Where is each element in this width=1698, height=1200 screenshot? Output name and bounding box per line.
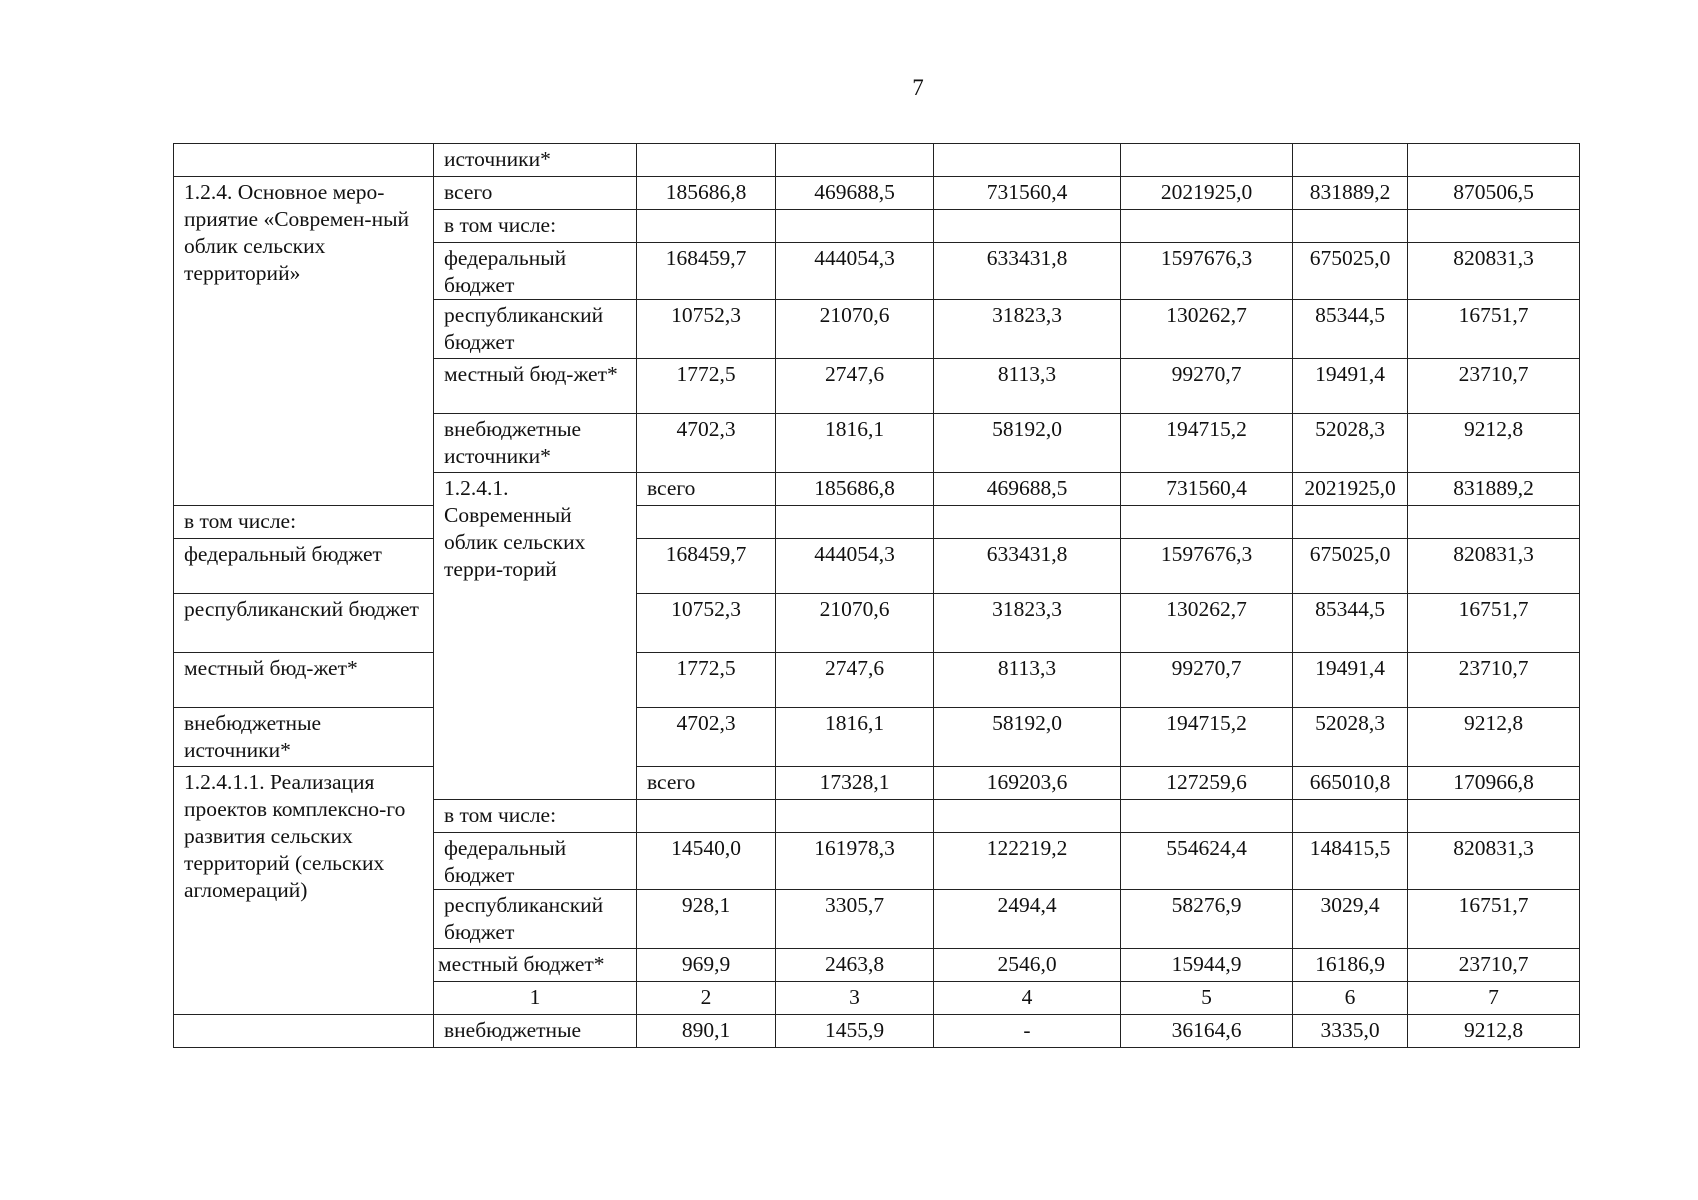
value-cell: 1597676,3: [1121, 539, 1293, 594]
value-cell: 10752,3: [637, 300, 776, 359]
table-cell: [1121, 144, 1293, 177]
table-row: [174, 539, 1580, 594]
value-cell: 731560,4: [1121, 473, 1293, 506]
value-cell: 52028,3: [1293, 414, 1408, 473]
source-cell: в том числе:: [434, 800, 637, 833]
value-cell: 85344,5: [1293, 300, 1408, 359]
value-cell: 554624,4: [1121, 833, 1293, 890]
value-cell: 99270,7: [1121, 359, 1293, 414]
value-cell: 469688,5: [776, 177, 934, 210]
value-cell: 16186,9: [1293, 949, 1408, 982]
value-cell: 58276,9: [1121, 890, 1293, 949]
value-cell: 194715,2: [1121, 708, 1293, 767]
value-cell: 194715,2: [1121, 414, 1293, 473]
value-cell: 2747,6: [776, 653, 934, 708]
table-cell: [776, 506, 934, 539]
value-cell: 14540,0: [637, 833, 776, 890]
value-cell: 9212,8: [1408, 1015, 1580, 1048]
value-cell: 21070,6: [776, 300, 934, 359]
value-cell: 890,1: [637, 1015, 776, 1048]
value-cell: 16751,7: [1408, 300, 1580, 359]
value-cell: 469688,5: [934, 473, 1121, 506]
value-cell: 4702,3: [637, 414, 776, 473]
value-cell: 161978,3: [776, 833, 934, 890]
source-cell: местный бюджет*: [434, 949, 637, 982]
table-row: [174, 506, 1580, 539]
table-cell: [637, 506, 776, 539]
source-cell: федеральный бюджет: [434, 243, 637, 300]
table-cell: [1293, 210, 1408, 243]
source-cell: в том числе:: [434, 210, 637, 243]
value-cell: 4702,3: [637, 708, 776, 767]
value-cell: 831889,2: [1408, 473, 1580, 506]
value-cell: 16751,7: [1408, 594, 1580, 653]
value-cell: 130262,7: [1121, 594, 1293, 653]
value-cell: 168459,7: [637, 539, 776, 594]
table-row: [174, 144, 1580, 177]
measure-name: 1.2.4.1.1. Реализация проектов комплексно-го развития сельских территорий (сельских агломераций): [174, 767, 434, 1015]
value-cell: 10752,3: [637, 594, 776, 653]
table-cell: [1293, 800, 1408, 833]
value-cell: 19491,4: [1293, 359, 1408, 414]
value-cell: 169203,6: [934, 767, 1121, 800]
value-cell: 15944,9: [1121, 949, 1293, 982]
source-cell: всего: [637, 767, 776, 800]
value-cell: 3305,7: [776, 890, 934, 949]
source-cell: в том числе:: [174, 506, 434, 539]
value-cell: 3335,0: [1293, 1015, 1408, 1048]
value-cell: 665010,8: [1293, 767, 1408, 800]
table-cell: [174, 144, 434, 177]
value-cell: 85344,5: [1293, 594, 1408, 653]
table-cell: [934, 800, 1121, 833]
value-cell: 1816,1: [776, 708, 934, 767]
value-cell: 31823,3: [934, 300, 1121, 359]
value-cell: 3029,4: [1293, 890, 1408, 949]
value-cell: 23710,7: [1408, 359, 1580, 414]
value-cell: 130262,7: [1121, 300, 1293, 359]
value-cell: 633431,8: [934, 539, 1121, 594]
table-cell: [1408, 144, 1580, 177]
value-cell: 2546,0: [934, 949, 1121, 982]
table-cell: [1121, 800, 1293, 833]
value-cell: 731560,4: [934, 177, 1121, 210]
source-cell: местный бюд-жет*: [174, 653, 434, 708]
value-cell: 2021925,0: [1121, 177, 1293, 210]
column-number: 4: [934, 982, 1121, 1015]
measure-name: 1.2.4.1. Современный облик сельских терри-торий: [434, 473, 637, 800]
value-cell: 1772,5: [637, 359, 776, 414]
value-cell: 23710,7: [1408, 949, 1580, 982]
value-cell: 1455,9: [776, 1015, 934, 1048]
table-cell: [776, 210, 934, 243]
value-cell: 2021925,0: [1293, 473, 1408, 506]
table-cell: [1293, 144, 1408, 177]
value-cell: 2494,4: [934, 890, 1121, 949]
value-cell: 8113,3: [934, 359, 1121, 414]
source-cell: федеральный бюджет: [174, 539, 434, 594]
source-cell: республиканский бюджет: [434, 890, 637, 949]
value-cell: 21070,6: [776, 594, 934, 653]
table-cell: [776, 800, 934, 833]
source-cell: внебюджетные источники*: [434, 414, 637, 473]
table-cell: [934, 144, 1121, 177]
value-cell: 820831,3: [1408, 539, 1580, 594]
table-row: [174, 653, 1580, 708]
column-number: 6: [1293, 982, 1408, 1015]
value-cell: 1816,1: [776, 414, 934, 473]
source-cell: внебюджетные: [434, 1015, 637, 1048]
table-row: [174, 177, 1580, 210]
value-cell: 148415,5: [1293, 833, 1408, 890]
column-number: 7: [1408, 982, 1580, 1015]
table-row: [174, 1015, 1580, 1048]
value-cell: 170966,8: [1408, 767, 1580, 800]
value-cell: 9212,8: [1408, 708, 1580, 767]
table-cell: [1408, 800, 1580, 833]
value-cell: 675025,0: [1293, 243, 1408, 300]
value-cell: 16751,7: [1408, 890, 1580, 949]
value-cell: 52028,3: [1293, 708, 1408, 767]
value-cell: 127259,6: [1121, 767, 1293, 800]
table-row: [174, 708, 1580, 767]
value-cell: 185686,8: [637, 177, 776, 210]
source-cell: республиканский бюджет: [174, 594, 434, 653]
page-number: 7: [912, 75, 924, 100]
value-cell: 820831,3: [1408, 833, 1580, 890]
table-cell: [776, 144, 934, 177]
measure-name: 1.2.4. Основное меро-приятие «Современ-ный облик сельских территорий»: [174, 177, 434, 506]
value-cell: 122219,2: [934, 833, 1121, 890]
table-cell: [1121, 210, 1293, 243]
value-cell: 36164,6: [1121, 1015, 1293, 1048]
value-cell: 23710,7: [1408, 653, 1580, 708]
column-number: 5: [1121, 982, 1293, 1015]
source-cell: федеральный бюджет: [434, 833, 637, 890]
value-cell: 99270,7: [1121, 653, 1293, 708]
value-cell: 2463,8: [776, 949, 934, 982]
table-cell: [1408, 506, 1580, 539]
value-cell: 870506,5: [1408, 177, 1580, 210]
value-cell: 168459,7: [637, 243, 776, 300]
value-cell: 831889,2: [1293, 177, 1408, 210]
table-cell: [934, 506, 1121, 539]
table-row: [174, 594, 1580, 653]
value-cell: 2747,6: [776, 359, 934, 414]
value-cell: 928,1: [637, 890, 776, 949]
value-cell: 19491,4: [1293, 653, 1408, 708]
source-cell: республиканский бюджет: [434, 300, 637, 359]
value-cell: 17328,1: [776, 767, 934, 800]
budget-table: [173, 143, 1580, 1048]
value-cell: 31823,3: [934, 594, 1121, 653]
table-cell: [637, 210, 776, 243]
table-cell: [637, 800, 776, 833]
table-cell: [934, 210, 1121, 243]
column-number: 1: [434, 982, 637, 1015]
table-cell: [1121, 506, 1293, 539]
value-cell: 1772,5: [637, 653, 776, 708]
table-cell: [637, 144, 776, 177]
value-cell: 444054,3: [776, 243, 934, 300]
column-number: 2: [637, 982, 776, 1015]
table-row: [174, 767, 1580, 800]
source-cell: всего: [434, 177, 637, 210]
value-cell: -: [934, 1015, 1121, 1048]
value-cell: 444054,3: [776, 539, 934, 594]
value-cell: 58192,0: [934, 708, 1121, 767]
value-cell: 1597676,3: [1121, 243, 1293, 300]
table-cell: [174, 1015, 434, 1048]
value-cell: 58192,0: [934, 414, 1121, 473]
column-number: 3: [776, 982, 934, 1015]
source-cell: внебюджетные источники*: [174, 708, 434, 767]
value-cell: 185686,8: [776, 473, 934, 506]
value-cell: 8113,3: [934, 653, 1121, 708]
value-cell: 9212,8: [1408, 414, 1580, 473]
value-cell: 633431,8: [934, 243, 1121, 300]
table-cell: [1408, 210, 1580, 243]
value-cell: 675025,0: [1293, 539, 1408, 594]
source-cell: всего: [637, 473, 776, 506]
value-cell: 969,9: [637, 949, 776, 982]
source-cell: источники*: [434, 144, 637, 177]
table-cell: [1293, 506, 1408, 539]
source-cell: местный бюд-жет*: [434, 359, 637, 414]
value-cell: 820831,3: [1408, 243, 1580, 300]
